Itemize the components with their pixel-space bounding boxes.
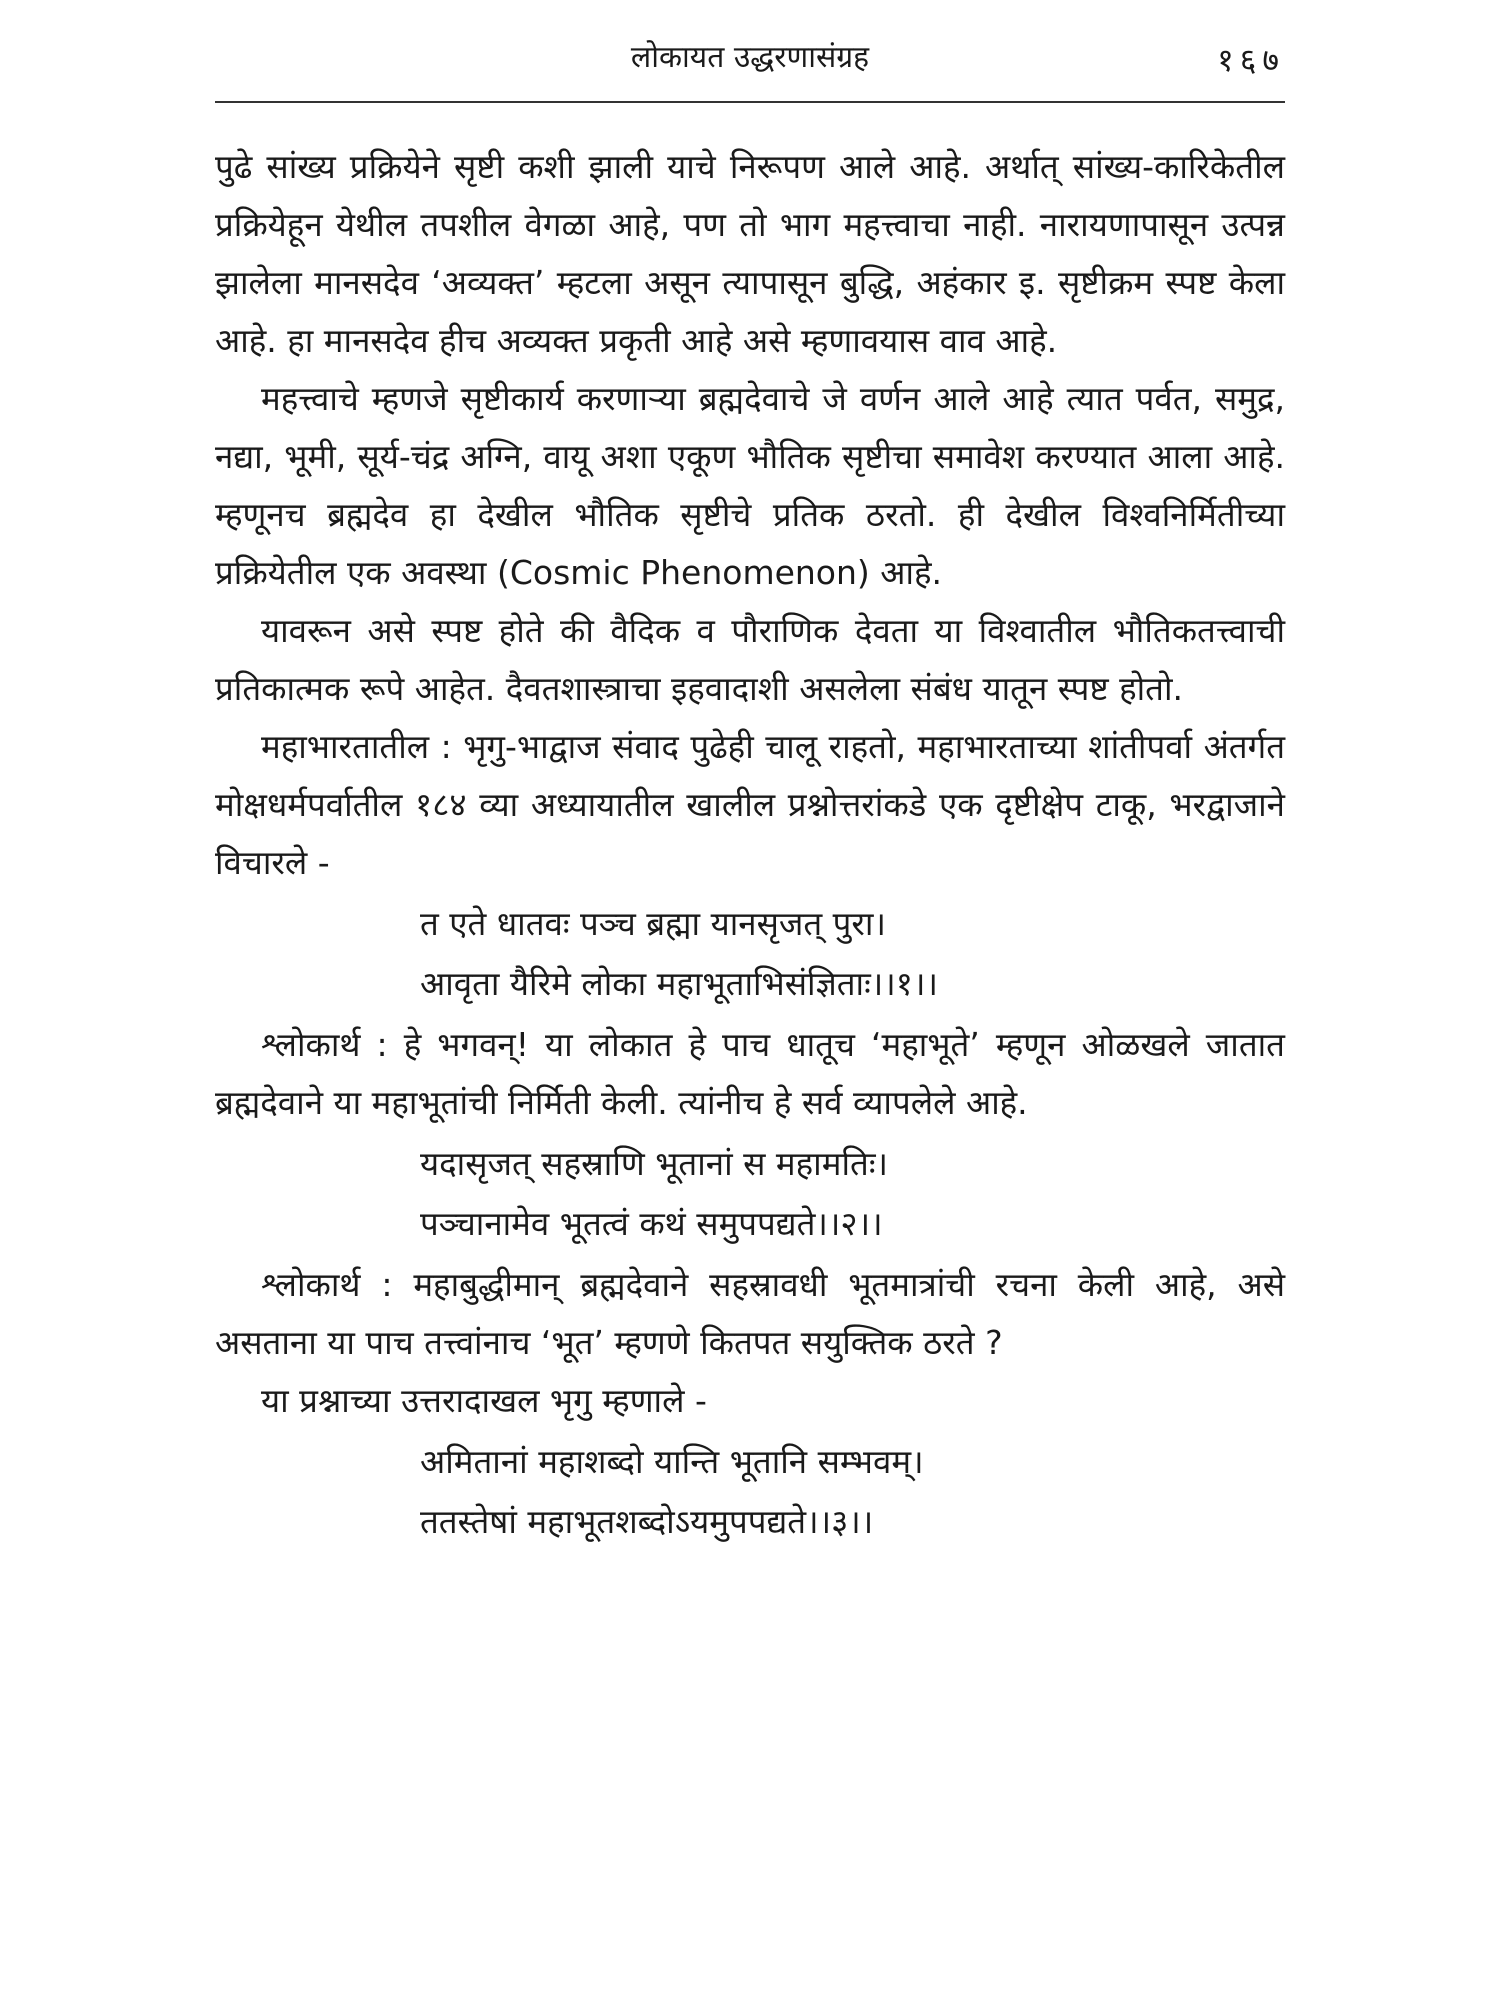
shloka-3 <box>215 1432 1285 1552</box>
body-text <box>215 138 1285 1554</box>
running-header <box>215 30 1285 90</box>
shloka-2-line-1: यदासृजत् सहस्राणि भूतानां स महामतिः। <box>420 1144 888 1183</box>
shloka-meaning-1-text: हे भगवन्! या लोकात हे पाच धातूच ‘महाभूते’ म्हणून ओळखले जातात ब्रह्मदेवाने या महाभूतांची निर्मिती केली. त्यांनीच हे सर्व व्यापलेले आहे. <box>215 1025 1285 1122</box>
shloka-meaning-2-text: महाबुद्धीमान् ब्रह्मदेवाने सहस्रावधी भूतमात्रांची रचना केली आहे, असे असताना या पाच तत्त्वांनाच ‘भूत’ म्हणणे कितपत सयुक्तिक ठरते ? <box>215 1265 1286 1362</box>
shloka-1-line-2: आवृता यैरिमे लोका महाभूताभिसंज्ञिताः।।१।। <box>420 964 938 1003</box>
paragraph-1: पुढे सांख्य प्रक्रियेने सृष्टी कशी झाली याचे निरूपण आले आहे. अर्थात् सांख्य-कारिकेतील प्रक्रियेहून येथील तपशील वेगळा आहे, पण तो भाग महत्त्वाचा नाही. नारायणापासून उत्पन्न झालेला मानसदेव ‘अव्यक्त’ म्हटला असून त्यापासून बुद्धि, अहंकार इ. सृष्टीक्रम स्पष्ट केला आहे. हा मानसदेव हीच अव्यक्त प्रकृती आहे असे म्हणावयास वाव आहे. <box>215 147 1285 360</box>
paragraph-2: महत्त्वाचे म्हणजे सृष्टीकार्य करणाऱ्या ब्रह्मदेवाचे जे वर्णन आले आहे त्यात पर्वत, समुद्र, नद्या, भूमी, सूर्य-चंद्र अग्नि, वायू अशा एकूण भौतिक सृष्टीचा समावेश करण्यात आला आहे. म्हणूनच ब्रह्मदेव हा देखील भौतिक सृष्टीचे प्रतिक ठरतो. ही देखील विश्वनिर्मितीच्या प्रक्रियेतील एक अवस्था (Cosmic Phenomenon) आहे. <box>215 379 1285 592</box>
bridge-paragraph: या प्रश्नाच्या उत्तरादाखल भृगु म्हणाले - <box>261 1381 707 1420</box>
paragraph-4: महाभारतातील : भृगु-भाद्वाज संवाद पुढेही चालू राहतो, महाभारताच्या शांतीपर्वा अंतर्गत मोक्षधर्मपर्वातील १८४ व्या अध्यायातील खालील प्रश्नोत्तरांकडे एक दृष्टीक्षेप टाकू, भरद्वाजाने विचारले - <box>215 727 1285 882</box>
shloka-meaning-2 <box>215 1256 1285 1372</box>
shloka-3-line-2: ततस्तेषां महाभूतशब्दोऽयमुपपद्यते।।३।। <box>420 1502 874 1541</box>
paragraph-3: यावरून असे स्पष्ट होते की वैदिक व पौराणिक देवता या विश्वातील भौतिकतत्त्वाची प्रतिकात्मक रूपे आहेत. दैवतशास्त्राचा इहवादाशी असलेला संबंध यातून स्पष्ट होतो. <box>215 611 1285 708</box>
shloka-meaning-1 <box>215 1016 1285 1132</box>
shloka-2 <box>215 1134 1285 1254</box>
shloka-3-line-1: अमितानां महाशब्दो यान्ति भूतानि सम्भवम्। <box>420 1442 924 1481</box>
shloka-1 <box>215 894 1285 1014</box>
page-number: १६७ <box>1217 41 1285 79</box>
header-rule <box>215 101 1285 103</box>
shloka-2-line-2: पञ्चानामेव भूतत्वं कथं समुपपद्यते।।२।। <box>420 1204 883 1243</box>
shloka-1-line-1: त एते धातवः पञ्च ब्रह्मा यानसृजत् पुरा। <box>420 904 886 943</box>
shloka-meaning-2-label: श्लोकार्थ : <box>261 1265 393 1304</box>
header-title: लोकायत उद्धरणासंग्रह <box>630 40 870 75</box>
shloka-meaning-1-label: श्लोकार्थ : <box>261 1025 388 1064</box>
